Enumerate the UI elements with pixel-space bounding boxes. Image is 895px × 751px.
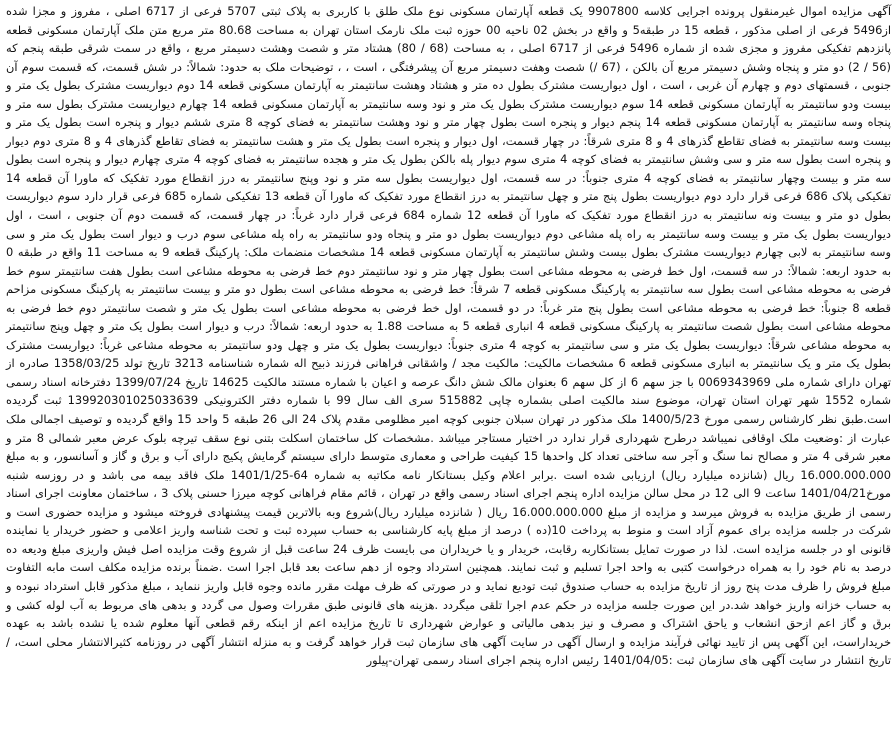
auction-notice-body: آگهی مزایده اموال غیرمنقول پرونده اجرایی کلاسه 9907800 یک قطعه آپارتمان مسکونی نوع ملک طلق با کاربری به پلاک ثبتی 5707 فرعی از 6717 اصلی ، مفروز و مجزا شده از5496 فرعی از اصلی مذکور ، قطعه 15 در طبقه5 و واقع در بخش 02 ناحیه 00 حوزه ثبت ملک نارمک استان تهران به مساحت 80.68 متر مربع متن ملک آپارتمان مسکونی قطعه پانزدهم تفکیکی مفروز و مجزی شده از شماره 5496 فرعی از 6717 اصلی ، به مساحت (68 / 80) هشتاد متر و شصت وهشت دسیمتر مربع ، واقع در سمت شرقی طبقه پنجم که (56 / 2) دو متر و پنجاه وشش دسیمتر مربع آن بالکن ، (67 /) شصت وهفت دسیمتر مربع آن پیشرفتگی ، است ، ، توضیحات ملک به حدود: شمالاً: در شش قسمت، که قسمت سوم آن جنوبی ، قسمتهای دوم و چهارم آن غربی ، است ، اول دیواریست مشترک بطول ده متر و هشتاد وهشت سانتیمتر به آپارتمان مسکونی قطعه 14 دوم دیواریست مشترک بطول یک متر و بیست ودو سانتیمتر به آپارتمان مسکونی قطعه 14 سوم دیواریست مشترک بطول یک متر و نود وسه سانتیمتر به آپارتمان مسکونی قطعه 14 چهارم دیواریست مشترک بطول سه متر و پنجاه وسه سانتیمتر به آپارتمان مسکونی قطعه 14 پنجم دیوار و پنجره است بطول چهار متر و نود وهشت سانتیمتر به فضای کوچه 8 متری ششم دیوار و پنجره است بطول یک متر و بیست وسه سانتیمتر به فضای تقاطع گذرهای 4 و 8 متری شرقاً: در چهار قسمت، اول دیوار و پنجره است بطول یک متر و هشت سانتیمتر به فضای تقاطع گذرهای 4 و 8 متری دوم دیوار و پنجره است بطول سه متر و سی وشش سانتیمتر به فضای کوچه 4 متری سوم دیوار پله بالکن بطول یک متر و هجده سانتیمتر به فضای کوچه 4 متری چهارم دیوار و پنجره است بطول سه متر و بیست وچهار سانتیمتر به فضای کوچه 4 متری جنوباً: در سه قسمت، اول دیواریست بطول سه متر و نود وپنج سانتیمتر به درز انقطاع مورد تفکیک که ماورا آن قطعه 14 تفکیکی پلاک 686 فرعی قرار دارد دوم دیواریست بطول پنج متر و چهل سانتیمتر به درز انقطاع مورد تفکیک که ماورا آن قطعه 13 تفکیکی شماره 685 فرعی قرار دارد سوم دیواریست بطول دو متر و بیست ونه سانتیمتر به درز انقطاع مورد تفکیک که ماورا آن قطعه 12 شماره 684 فرعی قرار دارد غرباً: در چهار قسمت، که قسمت دوم آن جنوبی ، است ، اول دیواریست بطول یک متر و بیست وسه سانتیمتر به راه پله مشاعی دوم دیواریست بطول دو متر و پنجاه ودو سانتیمتر به راه پله مشاعی سوم درب و دیوار است بطول یک متر و سی وسه سانتیمتر به لابی چهارم دیواریست مشترک بطول بیست وشش سانتیمتر به آپارتمان مسکونی قطعه 14 مشخصات منضمات ملک: پارکینگ قطعه 9 به مساحت 11 واقع در طبقه 0 به حدود اربعه: شمالاً: در سه قسمت، اول خط فرضی به محوطه مشاعی است بطول چهار متر و نود سانتیمتر دوم خط فرضی به محوطه مشاعی است بطول هفت سانتیمتر سوم خط فرضی به محوطه مشاعی است بطول سه سانتیمتر به پارکینگ مسکونی قطعه 7 شرقاً: خط فرضی به محوطه مشاعی است بطول دو متر و بیست سانتیمتر به پارکینگ مسکونی مزاحم قطعه 8 جنوباً: خط فرضی به محوطه مشاعی است بطول پنج متر غرباً: در دو قسمت، اول خط فرضی به محوطه مشاعی است بطول یک متر و شصت سانتیمتر دوم خط فرضی به محوطه مشاعی است بطول شصت سانتیمتر به پارکینگ مسکونی قطعه 4 انباری قطعه 5 به مساحت 1.88 به حدود اربعه: شمالاً: درب و دیوار است بطول یک متر و چهل وپنج سانتیمتر به محوطه مشاعی شرقاً: دیواریست بطول یک متر و سی سانتیمتر به کوچه 4 متری جنوباً: دیواریست بطول یک متر و چهل ودو سانتیمتر به محوطه مشاعی غرباً: دیواریست مشترک بطول یک متر و یک سانتیمتر به انباری مسکونی قطعه 6 مشخصات مالکیت: مالکیت مجد / واشقانی فراهانی فرزند ذبیح اله شماره شناسنامه 3213 تاریخ تولد 1358/03/25 صادره از تهران دارای شماره ملی 0069343969 با جز سهم 6 از کل سهم 6 بعنوان مالک شش دانگ عرصه و اعیان با شماره مستند مالکیت 14625 تاریخ 1399/07/24 دفترخانه اسناد رسمی شماره 1552 شهر تهران استان تهران، موضوع سند مالکیت اصلی بشماره چاپی 515882 سری الف سال 99 با شماره دفتر الکترونیکی 139920301025033639 ثبت گردیده است.طبق نظر کارشناس رسمی مورخ 1400/5/23 ملک مذکور در تهران سبلان جنوبی کوچه امیر مظلومی مقدم پلاک 24 الی 26 طبقه 5 واحد 15 واقع گردیده و توصیف اجمالی ملک عبارت از :وضعیت ملک اوقافی نمیباشد درطرح شهرداری قرار ندارد در اختیار مستاجر میباشد .مشخصات کل ساختمان اسکلت بتنی نوع سقف تیرچه بلوک عرض معبر شمالی 8 متر و معبر شرقی 4 متر و مصالح نما سنگ و آجر سه ساختی تعداد کل واحدها 15 کیفیت طراحی و معماری متوسط دارای سیستم گرمایش پکیج دارای آب و برق و گاز و آسانسور، و به مبلغ 16.000.000.000 ریال (شانزده میلیارد ریال) ارزیابی شده است .برابر اعلام وکیل بستانکار نامه مکاتبه به شماره 64-1401/1/25 ملک فاقد بیمه می باشد و در روزسه شنبه مورخ1401/04/21 ساعت 9 الی 12 در محل سالن مزایده اداره پنجم اجرای اسناد رسمی واقع در تهران ، قائم مقام فراهانی کوچه میرزا حسنی پلاک 3 ، ساختمان معاونت اجرای اسناد رسمی از طریق مزایده به فروش میرسد و مزایده از مبلغ 16.000.000.000 ریال ( شانزده میلیارد ریال)شروع وبه بالاترین قیمت پیشنهادی فروخته میشود و مزایده حضوری است و شرکت در جلسه مزایده برای عموم آزاد است و منوط به پرداخت 10(ده ) درصد از مبلغ پایه کارشناسی به حساب سپرده ثبت و تحت شناسه واریز اعلامی و حضور خریدار یا نماینده قانونی او در جلسه مزایده است. لذا در صورت تمایل بستانکاربه رقابت، خریدار و یا خریداران می بایست ظرف 24 ساعت قبل از شروع وقت مزایده اصل فیش واریزی مبلغ ودیعه ده درصد به نام خود را به همراه درخواست کتبی به واحد اجرا تسلیم و ثبت نمایند. همچنین استرداد وجوه از دهم ساعت بعد قابل اجرا است .ضمناً برنده مزایده مکلف است مابه التفاوت مبلغ فروش را ظرف مدت پنج روز از تاریخ مزایده به حساب صندوق ثبت تودیع نماید و در صورتی که ظرف مهلت مقرر مانده وجوه قابل واریز ننماید ، مبلغ مذکور قابل استرداد نبوده و به حساب خزانه واریز خواهد شد.در این صورت جلسه مزایده در حکم عدم اجرا تلقی میگردد .هزینه های قانونی طبق مقررات وصول می گردد و بدهی های مربوط به آب لوله کشی و برق و گاز اعم ازحق انشعاب و یاحق اشتراک و مصرف و نیز بدهی مالیاتی و عوارض شهرداری تا تاریخ مزایده اعم از اینکه رقم قطعی آنها معلوم شده یا نشده باشد به عهده خریداراست، این آگهی پس از تایید نهائی فرآیند مزایده و ارسال آگهی در سایت آگهی های سازمان ثبت قرار خواهد گرفت و به منزله انتشار آگهی در روزنامه کثیرالانتشار محلی است، / تاریخ انتشار در سایت آگهی های سازمان ثبت :1401/04/05 رئیس اداره پنجم اجرای اسناد رسمی تهران-پیلور	[6, 4, 892, 668]
